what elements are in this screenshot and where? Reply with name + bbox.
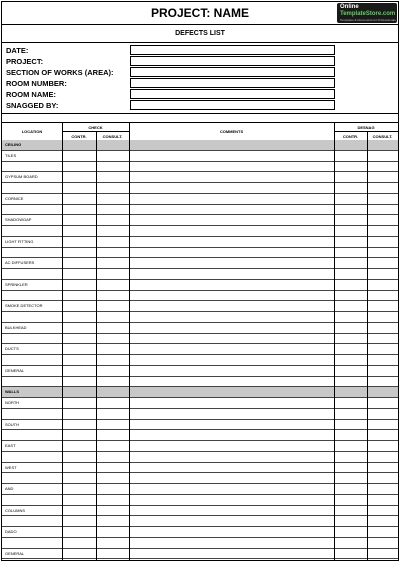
- row-label: NORTH: [5, 400, 20, 405]
- defects-list-sheet: [1, 1, 399, 561]
- row-label: GENERAL: [5, 367, 25, 373]
- room-number-field[interactable]: [130, 78, 335, 88]
- header-location: LOCATION: [21, 129, 43, 134]
- column-divider: [96, 140, 97, 560]
- row-label: DUCTS: [5, 346, 19, 352]
- info-label-section: SECTION OF WORKS (AREA):: [6, 68, 114, 77]
- divider: [129, 123, 130, 141]
- logo-line2: TemplateStore.com: [340, 11, 396, 17]
- snagged-by-field[interactable]: [130, 100, 335, 110]
- divider: [334, 131, 398, 132]
- row-label: SHADOWGAP: [5, 217, 32, 223]
- info-label-project: PROJECT:: [6, 57, 44, 66]
- info-label-room-name: ROOM NAME:: [6, 90, 56, 99]
- column-divider: [129, 140, 130, 560]
- row-label: BULKHEAD: [5, 324, 27, 330]
- row-label: DADO: [5, 529, 17, 534]
- project-field[interactable]: [130, 56, 335, 66]
- column-divider: [62, 140, 63, 560]
- header-check-contr: CONTR.: [71, 134, 87, 139]
- logo: [337, 3, 397, 23]
- room-name-field[interactable]: [130, 89, 335, 99]
- row-label: AND: [5, 486, 14, 491]
- row-label: CEILING: [5, 142, 22, 147]
- header-desnag-consult: CONSULT.: [372, 134, 393, 139]
- header-desnag-contr: CONTR.: [342, 134, 359, 139]
- row-label: WALLS: [5, 389, 19, 395]
- info-label-snagged-by: SNAGGED BY:: [6, 101, 59, 110]
- divider: [62, 131, 129, 132]
- subtitle: DEFECTS LIST: [2, 25, 398, 43]
- header-check: CHECK: [88, 125, 103, 130]
- divider: [62, 123, 63, 141]
- row-label: GYPSUM BOARD: [5, 174, 38, 180]
- page-title: PROJECT: NAME: [150, 6, 249, 20]
- section-field[interactable]: [130, 67, 335, 77]
- info-label-date: DATE:: [6, 46, 29, 55]
- logo-line3: Templates & Documents for Professionals: [340, 18, 396, 22]
- row-label: TILES: [5, 152, 17, 158]
- row-label: GENERAL: [5, 550, 25, 556]
- row-label: SPRINKLER: [5, 281, 28, 287]
- header-desnag: DESNAG: [357, 125, 375, 130]
- table-header: [2, 122, 398, 142]
- info-label-room-number: ROOM NUMBER:: [6, 79, 67, 88]
- row-label: COLUMNS: [5, 507, 26, 513]
- table-body: [2, 140, 398, 560]
- header-comments: COMMENTS: [219, 129, 244, 134]
- row-label: WEST: [5, 464, 17, 470]
- divider: [334, 123, 335, 141]
- logo-line1: Online: [340, 4, 359, 10]
- date-field[interactable]: [130, 45, 335, 55]
- row-label: SOUTH: [5, 421, 19, 427]
- column-divider: [334, 140, 335, 560]
- column-divider: [367, 140, 368, 560]
- row-label: AC DIFFUSERS: [5, 260, 35, 266]
- header: [2, 2, 398, 25]
- row-label: CORNICE: [5, 195, 24, 201]
- info-block: [2, 43, 398, 114]
- header-check-consult: CONSULT.: [102, 134, 123, 139]
- row-label: SMOKE DETECTOR: [5, 303, 43, 309]
- row-label: LIGHT FITTING: [5, 238, 34, 244]
- row-label: EAST: [5, 443, 16, 448]
